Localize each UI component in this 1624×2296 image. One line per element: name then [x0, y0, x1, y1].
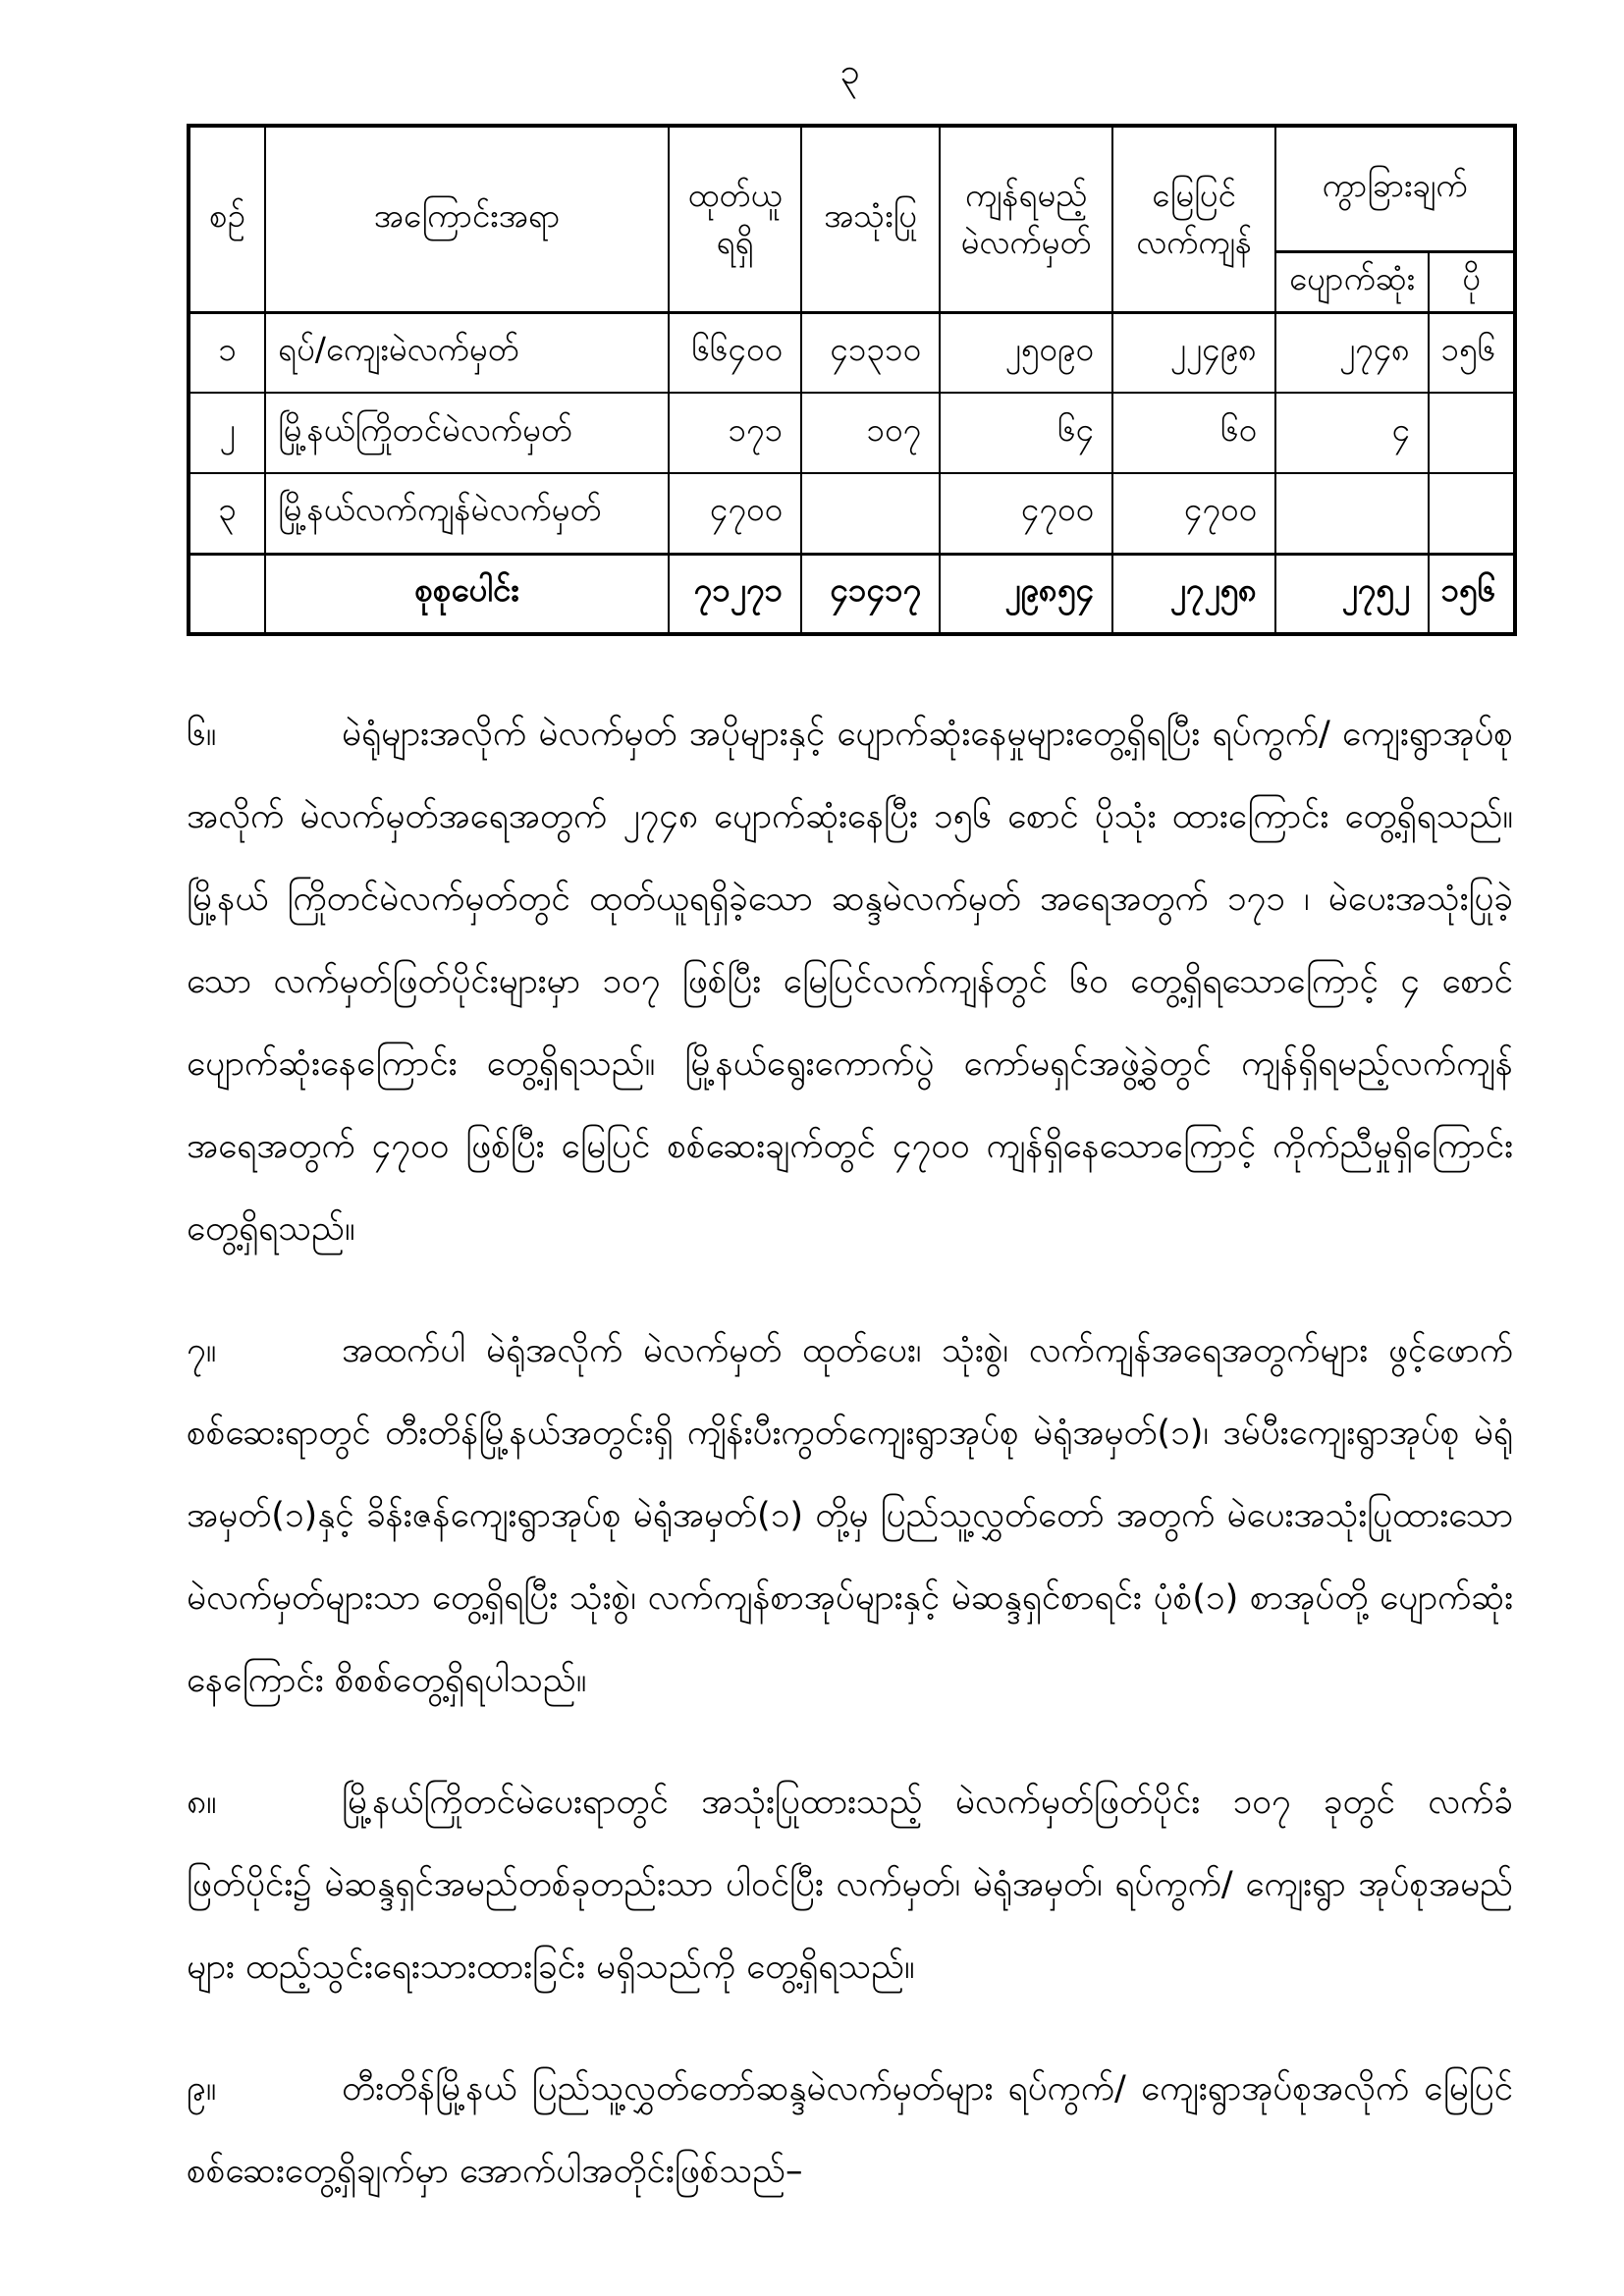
cell-extra: ၁၅၆	[1429, 312, 1515, 393]
cell-subject: ရပ်/ကျေးမဲလက်မှတ်	[265, 312, 669, 393]
paragraph-7-number: ၇။	[187, 1331, 217, 1370]
cell-issued: ၆၆၄၀၀	[669, 312, 801, 393]
cell-total-label: စုစုပေါင်း	[265, 554, 669, 634]
cell-used	[801, 473, 940, 554]
paragraph-6-number: ၆။	[187, 715, 217, 754]
cell-subject: မြို့နယ်လက်ကျန်မဲလက်မှတ်	[265, 473, 669, 554]
cell-extra	[1429, 393, 1515, 473]
cell-extra	[1429, 473, 1515, 554]
paragraph-6-text: မဲရုံများအလိုက် မဲလက်မှတ် အပိုများနှင့် ပျောက်ဆုံးနေမှုများတွေ့ရှိရပြီး ရပ်ကွက်/ ကျေးရွာအုပ်စုအလိုက် မဲလက်မှတ်အရေအတွက် ၂၇၄၈ ပျောက်ဆုံးနေပြီး ၁၅၆ စောင် ပိုသုံး ထားကြောင်း တွေ့ရှိရသည်။ မြို့နယ် ကြိုတင်မဲလက်မှတ်တွင် ထုတ်ယူရရှိခဲ့သော ဆန္ဒမဲလက်မှတ် အရေအတွက် ၁၇၁ ၊ မဲပေးအသုံးပြုခဲ့သော လက်မှတ်ဖြတ်ပိုင်းများမှာ ၁၀၇ ဖြစ်ပြီး မြေပြင်လက်ကျန်တွင် ၆၀ တွေ့ရှိရသောကြောင့် ၄ စောင် ပျောက်ဆုံးနေကြောင်း တွေ့ရှိရသည်။ မြို့နယ်ရွေးကောက်ပွဲ ကော်မရှင်အဖွဲ့ခွဲတွင် ကျန်ရှိရမည့်လက်ကျန်အရေအတွက် ၄၇၀၀ ဖြစ်ပြီး မြေပြင် စစ်ဆေးချက်တွင် ၄၇၀၀ ကျန်ရှိနေသောကြောင့် ကိုက်ညီမှုရှိကြောင်း တွေ့ရှိရသည်။	[187, 715, 1513, 1249]
cell-issued: ၁၇၁	[669, 393, 801, 473]
paragraph-8-number: ၈။	[187, 1783, 217, 1822]
cell-lost: ၄	[1275, 393, 1429, 473]
table-total-row	[189, 554, 1515, 634]
cell-used: ၁၀၇	[801, 393, 940, 473]
paragraph-6	[187, 693, 1513, 1270]
col-header-required-line1: ကျန်ရမည့်	[964, 176, 1088, 215]
col-header-required-line2: မဲလက်မှတ်	[960, 223, 1092, 262]
cell-ground: ၄၇၀၀	[1112, 473, 1275, 554]
table-header-row-1	[189, 126, 1515, 251]
cell-lost	[1275, 473, 1429, 554]
col-header-issued	[669, 126, 801, 312]
paragraph-7	[187, 1309, 1513, 1722]
cell-subject: မြို့နယ်ကြိုတင်မဲလက်မှတ်	[265, 393, 669, 473]
cell-total-lost: ၂၇၅၂	[1275, 554, 1429, 634]
body-paragraphs	[187, 693, 1513, 2213]
col-header-required-remaining	[940, 126, 1112, 312]
cell-required: ၄၇၀၀	[940, 473, 1112, 554]
ballot-summary-table	[187, 124, 1517, 636]
paragraph-9	[187, 2048, 1513, 2213]
cell-serial: ၂	[189, 393, 265, 473]
paragraph-7-text: အထက်ပါ မဲရုံအလိုက် မဲလက်မှတ် ထုတ်ပေး၊ သုံးစွဲ၊ လက်ကျန်အရေအတွက်များ ဖွင့်ဖောက်စစ်ဆေးရာတွင် တီးတိန်မြို့နယ်အတွင်းရှိ ကျိန်းပီးကွတ်ကျေးရွာအုပ်စု မဲရုံအမှတ်(၁)၊ ဒမ်ပီးကျေးရွာအုပ်စု မဲရုံအမှတ်(၁)နှင့် ခိန်းဇန်ကျေးရွာအုပ်စု မဲရုံအမှတ်(၁) တို့မှ ပြည်သူ့လွှတ်တော် အတွက် မဲပေးအသုံးပြုထားသော မဲလက်မှတ်များသာ တွေ့ရှိရပြီး သုံးစွဲ၊ လက်ကျန်စာအုပ်များနှင့် မဲဆန္ဒရှင်စာရင်း ပုံစံ(၁) စာအုပ်တို့ ပျောက်ဆုံးနေကြောင်း စိစစ်တွေ့ရှိရပါသည်။	[187, 1331, 1513, 1700]
page-number: ၃	[839, 52, 860, 92]
col-header-lost: ပျောက်ဆုံး	[1275, 251, 1429, 312]
cell-total-issued: ၇၁၂၇၁	[669, 554, 801, 634]
col-header-ground-remaining	[1112, 126, 1275, 312]
col-header-issued-line1: ထုတ်ယူ	[687, 176, 783, 215]
paragraph-8	[187, 1761, 1513, 2008]
col-header-ground-line1: မြေပြင်	[1152, 176, 1236, 215]
col-header-difference: ကွာခြားချက်	[1275, 126, 1515, 251]
table-row-3	[189, 473, 1515, 554]
col-header-used: အသုံးပြု	[801, 126, 940, 312]
cell-total-ground: ၂၇၂၅၈	[1112, 554, 1275, 634]
col-header-ground-line2: လက်ကျန်	[1136, 223, 1252, 262]
col-header-serial: စဉ်	[189, 126, 265, 312]
cell-total-used: ၄၁၄၁၇	[801, 554, 940, 634]
paragraph-9-text: တီးတိန်မြို့နယ် ပြည်သူ့လွှတ်တော်ဆန္ဒမဲလက်မှတ်များ ရပ်ကွက်/ ကျေးရွာအုပ်စုအလိုက် မြေပြင်စစ်ဆေးတွေ့ရှိချက်မှာ အောက်ပါအတိုင်းဖြစ်သည်–	[187, 2069, 1513, 2191]
paragraph-9-number: ၉။	[187, 2069, 217, 2109]
cell-serial: ၁	[189, 312, 265, 393]
col-header-issued-line2: ရရှိ	[716, 223, 754, 262]
cell-serial-empty	[189, 554, 265, 634]
cell-issued: ၄၇၀၀	[669, 473, 801, 554]
cell-ground: ၂၂၄၉၈	[1112, 312, 1275, 393]
col-header-subject: အကြောင်းအရာ	[265, 126, 669, 312]
col-header-extra: ပို	[1429, 251, 1515, 312]
cell-lost: ၂၇၄၈	[1275, 312, 1429, 393]
cell-ground: ၆၀	[1112, 393, 1275, 473]
cell-serial: ၃	[189, 473, 265, 554]
table-row-1	[189, 312, 1515, 393]
cell-total-required: ၂၉၈၅၄	[940, 554, 1112, 634]
page-content	[187, 49, 1513, 2213]
paragraph-8-text: မြို့နယ်ကြိုတင်မဲပေးရာတွင် အသုံးပြုထားသည့် မဲလက်မှတ်ဖြတ်ပိုင်း ၁၀၇ ခုတွင် လက်ခံ ဖြတ်ပိုင်း၌ မဲဆန္ဒရှင်အမည်တစ်ခုတည်းသာ ပါဝင်ပြီး လက်မှတ်၊ မဲရုံအမှတ်၊ ရပ်ကွက်/ ကျေးရွာ အုပ်စုအမည်များ ထည့်သွင်းရေးသားထားခြင်း မရှိသည်ကို တွေ့ရှိရသည်။	[187, 1783, 1513, 1987]
table-row-2	[189, 393, 1515, 473]
cell-used: ၄၁၃၁၀	[801, 312, 940, 393]
cell-total-extra: ၁၅၆	[1429, 554, 1515, 634]
cell-required: ၂၅၀၉၀	[940, 312, 1112, 393]
cell-required: ၆၄	[940, 393, 1112, 473]
